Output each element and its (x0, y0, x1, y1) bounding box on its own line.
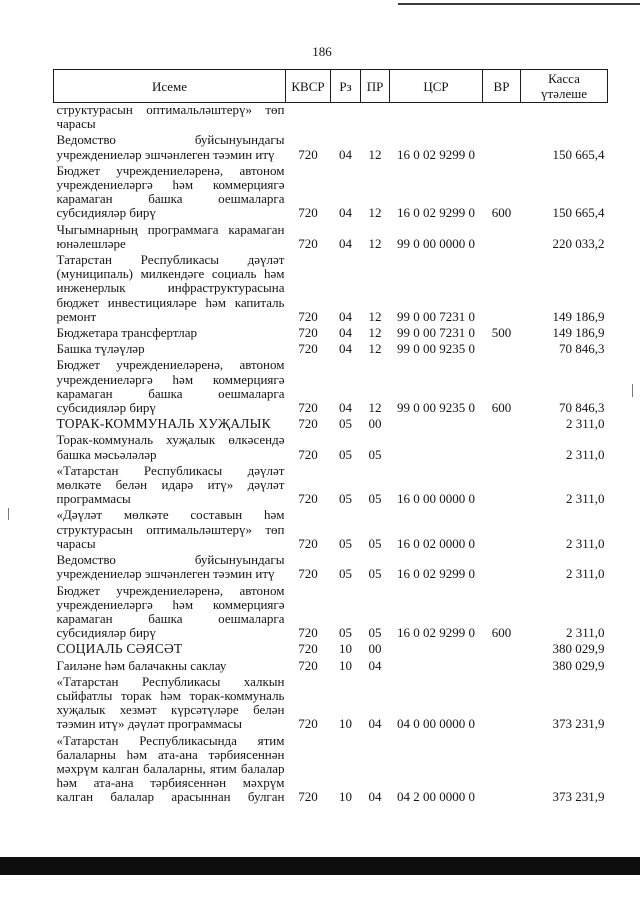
cell-vr: 600 (491, 205, 512, 221)
cell-csr: 04 0 00 0000 0 (397, 716, 475, 732)
table-row (54, 252, 608, 325)
cell-csr: 16 0 02 9299 0 (397, 566, 475, 582)
cell-csr: 16 0 02 0000 0 (397, 535, 475, 551)
header-rz: Рз (331, 70, 361, 103)
row-name (54, 325, 286, 341)
cell-amount: 70 846,3 (559, 341, 605, 357)
row-name-line: һәм ата-ана тәрбиясеннән мәхрүм (56, 775, 285, 791)
row-name-line: мөлкәте белән идарә итү» дәүләт (56, 477, 285, 493)
row-name-line: Башка түләүләр (56, 341, 145, 357)
row-name-line: инженерлык инфраструктурасына (56, 280, 285, 296)
row-name (54, 357, 286, 416)
row-name (54, 658, 286, 674)
cell-pr: 12 (368, 235, 382, 251)
row-name (54, 416, 286, 432)
cell-kvsr: 720 (298, 716, 318, 732)
cell-kvsr: 720 (298, 205, 318, 221)
row-name-line: хуҗалык хезмәт күрсәтүләре белән (56, 702, 285, 718)
cell-kvsr (286, 103, 331, 133)
cell-rz: 10 (339, 657, 352, 673)
row-name-line: «Татарстан Республикасы халкын (56, 673, 285, 689)
row-name-line: учреждениеләр эшчәнлеген тәэмин итү (56, 146, 275, 162)
cell-kvsr: 720 (298, 235, 318, 251)
cell-kvsr: 720 (298, 308, 318, 324)
table-row (54, 432, 608, 462)
header-amount (521, 70, 608, 103)
cell-amount: 220 033,2 (552, 235, 605, 251)
table-row (54, 583, 608, 642)
row-name (54, 507, 286, 552)
cell-amount: 150 665,4 (552, 146, 605, 162)
row-name-line: ТОРАК-КОММУНАЛЬ ХУҖАЛЫК (56, 416, 271, 432)
row-name (54, 641, 286, 657)
cell-pr: 12 (368, 341, 382, 357)
row-name (54, 341, 286, 357)
cell-pr (361, 103, 390, 133)
row-name-line: Гаиләне һәм балачакны саклау (56, 657, 227, 673)
row-name-line: структурасын оптимальләштерү» төп (56, 102, 285, 117)
cell-pr: 05 (368, 535, 382, 551)
table-row (54, 325, 608, 341)
cell-csr (390, 432, 483, 462)
cell-rz: 05 (339, 625, 352, 641)
cell-rz (331, 103, 361, 133)
row-name-line: карамаган башка оешмаларга (56, 385, 285, 401)
row-name-line: Татарстан Республикасы дәүләт (56, 252, 285, 268)
cell-amount: 150 665,4 (552, 205, 605, 221)
cell-vr (483, 416, 521, 432)
cell-kvsr: 720 (298, 146, 318, 162)
row-name-line: «Татарстан Республикасында ятим (56, 732, 285, 748)
cell-csr (390, 416, 483, 432)
row-name-line: СОЦИАЛЬ СӘЯСӘТ (56, 641, 183, 657)
header-amount-line1: Касса (548, 71, 580, 86)
cell-vr (483, 103, 521, 133)
cell-kvsr: 720 (298, 325, 318, 341)
table-row (54, 641, 608, 657)
cell-pr: 00 (368, 641, 382, 657)
table-row (54, 658, 608, 674)
cell-pr: 05 (368, 625, 382, 641)
cell-csr: 16 0 02 9299 0 (397, 146, 475, 162)
cell-rz: 10 (339, 641, 352, 657)
cell-kvsr: 720 (298, 535, 318, 551)
cell-amount: 2 311,0 (565, 491, 605, 507)
cell-vr (483, 641, 521, 657)
cell-amount: 2 311,0 (565, 416, 605, 432)
cell-amount: 2 311,0 (565, 566, 605, 582)
table-row (54, 222, 608, 252)
cell-pr: 04 (368, 716, 382, 732)
cell-csr: 99 0 00 9235 0 (397, 341, 475, 357)
cell-vr (483, 252, 521, 325)
row-name-line: чарасы (56, 535, 96, 551)
cell-csr (390, 641, 483, 657)
cell-rz: 10 (339, 716, 352, 732)
cell-rz: 05 (339, 416, 352, 432)
header-row (54, 70, 608, 103)
row-name-line: балаларны һәм ата-ана тәрбиясеннән (56, 746, 285, 762)
cell-pr: 12 (368, 308, 382, 324)
cell-rz: 04 (339, 146, 352, 162)
cell-kvsr: 720 (298, 416, 318, 432)
budget-table (53, 69, 608, 806)
cell-rz: 05 (339, 566, 352, 582)
row-name (54, 252, 286, 325)
row-name-line: субсидияләр бирү (56, 400, 156, 416)
row-name-line: тәэмин итү» дәүләт программасы (56, 716, 242, 732)
row-name-line: Торак-коммуналь хуҗалык өлкәсендә (56, 432, 285, 448)
row-name (54, 583, 286, 642)
cell-csr (390, 658, 483, 674)
scan-bottom-bar (0, 857, 640, 875)
cell-pr: 04 (368, 657, 382, 673)
cell-pr: 05 (368, 566, 382, 582)
cell-csr (390, 103, 483, 133)
row-name-line: сыйфатлы торак һәм торак-коммуналь (56, 687, 285, 703)
row-name (54, 552, 286, 582)
scan-mark-right (632, 384, 633, 397)
header-amount-line2: үтәлеше (541, 86, 587, 101)
cell-pr: 12 (368, 400, 382, 416)
cell-pr: 12 (368, 205, 382, 221)
cell-amount: 373 231,9 (552, 716, 605, 732)
row-name-line: Ведомство буйсынуындагы (56, 552, 285, 568)
row-name (54, 132, 286, 162)
table-row (54, 552, 608, 582)
cell-kvsr: 720 (298, 657, 318, 673)
cell-vr (483, 222, 521, 252)
cell-vr (483, 658, 521, 674)
table-header (54, 70, 608, 103)
row-name (54, 674, 286, 733)
cell-pr: 04 (368, 789, 382, 805)
page-number: 186 (312, 44, 332, 59)
header-csr: ЦСР (390, 70, 483, 103)
cell-kvsr: 720 (298, 341, 318, 357)
cell-csr: 16 0 02 9299 0 (397, 625, 475, 641)
cell-kvsr: 720 (298, 789, 318, 805)
cell-vr (483, 132, 521, 162)
cell-pr: 12 (368, 146, 382, 162)
table-row (54, 507, 608, 552)
row-name-line: программасы (56, 491, 131, 507)
row-name-line: субсидияләр бирү (56, 205, 156, 221)
cell-amount: 2 311,0 (565, 625, 605, 641)
cell-csr: 16 0 02 9299 0 (397, 205, 475, 221)
cell-amount: 373 231,9 (552, 789, 605, 805)
cell-rz: 04 (339, 341, 352, 357)
row-name-line: калган балалар арасыннан булган (56, 789, 285, 805)
cell-amount: 149 186,9 (552, 308, 605, 324)
table-row (54, 341, 608, 357)
row-name (54, 222, 286, 252)
row-name-line: Бюджет учреждениеләренә, автоном (56, 357, 285, 373)
row-name-line: чарасы (56, 116, 96, 132)
cell-vr (483, 552, 521, 582)
cell-pr: 05 (368, 491, 382, 507)
row-name-line: «Дәүләт мөлкәте составын һәм (56, 507, 285, 523)
cell-rz: 05 (339, 491, 352, 507)
row-name-line: карамаган башка оешмаларга (56, 610, 285, 626)
cell-kvsr: 720 (298, 566, 318, 582)
row-name (54, 463, 286, 508)
row-name-line: Бюджет учреждениеләренә, автоном (56, 582, 285, 598)
cell-pr: 00 (368, 416, 382, 432)
row-name (54, 733, 286, 806)
cell-amount (521, 103, 608, 133)
scan-edge-line (398, 3, 640, 5)
table-row (54, 733, 608, 806)
cell-rz: 04 (339, 235, 352, 251)
row-name-line: «Татарстан Республикасы дәүләт (56, 462, 285, 478)
header-kvsr: КВСР (286, 70, 331, 103)
row-name-line: ремонт (56, 308, 97, 324)
cell-csr: 16 0 00 0000 0 (397, 491, 475, 507)
row-name-line: структурасын оптимальләштерү» төп (56, 521, 285, 537)
row-name-line: учреждениеләргә һәм коммерциягә (56, 177, 285, 193)
cell-kvsr: 720 (298, 625, 318, 641)
row-name-line: башка мәсьәләләр (56, 446, 157, 462)
cell-amount: 149 186,9 (552, 325, 605, 341)
cell-kvsr: 720 (298, 400, 318, 416)
cell-csr: 99 0 00 0000 0 (397, 235, 475, 251)
cell-rz: 05 (339, 535, 352, 551)
header-pr: ПР (361, 70, 390, 103)
table-row (54, 103, 608, 133)
table-row (54, 132, 608, 162)
cell-vr (483, 432, 521, 462)
table-body (54, 103, 608, 806)
cell-amount: 2 311,0 (565, 535, 605, 551)
row-name-line: учреждениеләргә һәм коммерциягә (56, 596, 285, 612)
row-name (54, 103, 286, 133)
cell-vr: 500 (491, 325, 512, 341)
cell-amount: 70 846,3 (559, 400, 605, 416)
cell-rz: 05 (339, 446, 352, 462)
cell-csr: 04 2 00 0000 0 (397, 789, 475, 805)
cell-vr (483, 674, 521, 733)
cell-vr (483, 463, 521, 508)
row-name-line: учреждениеләргә һәм коммерциягә (56, 371, 285, 387)
row-name-line: субсидияләр бирү (56, 625, 156, 641)
cell-amount: 380 029,9 (552, 641, 605, 657)
cell-csr: 99 0 00 7231 0 (397, 325, 475, 341)
header-vr: ВР (483, 70, 521, 103)
row-name-line: Чыгымнарның программага карамаган (56, 221, 285, 237)
cell-vr: 600 (491, 625, 512, 641)
cell-csr: 99 0 00 7231 0 (397, 308, 475, 324)
cell-rz: 04 (339, 325, 352, 341)
cell-amount: 380 029,9 (552, 657, 605, 673)
row-name-line: (муниципаль) милкендәге социаль һәм (56, 266, 285, 282)
cell-vr (483, 733, 521, 806)
table-row (54, 163, 608, 222)
header-name: Исеме (54, 70, 286, 103)
row-name-line: Бюджетара трансфертлар (56, 325, 197, 341)
cell-kvsr: 720 (298, 491, 318, 507)
cell-pr: 05 (368, 446, 382, 462)
row-name-line: Бюджет учреждениеләренә, автоном (56, 162, 285, 178)
table-row (54, 357, 608, 416)
cell-vr (483, 341, 521, 357)
cell-kvsr: 720 (298, 446, 318, 462)
row-name-line: юнәлешләре (56, 235, 126, 251)
cell-rz: 04 (339, 205, 352, 221)
cell-rz: 04 (339, 308, 352, 324)
cell-csr: 99 0 00 9235 0 (397, 400, 475, 416)
cell-rz: 10 (339, 789, 352, 805)
row-name-line: карамаган башка оешмаларга (56, 191, 285, 207)
cell-vr (483, 507, 521, 552)
cell-amount: 2 311,0 (565, 446, 605, 462)
row-name-line: учреждениеләр эшчәнлеген тәэмин итү (56, 566, 275, 582)
cell-pr: 12 (368, 325, 382, 341)
table-row (54, 416, 608, 432)
row-name-line: бюджет инвестицияләре һәм капиталь (56, 294, 285, 310)
cell-vr: 600 (491, 400, 512, 416)
row-name (54, 432, 286, 462)
table-row (54, 463, 608, 508)
table-row (54, 674, 608, 733)
cell-rz: 04 (339, 400, 352, 416)
row-name-line: мәхрүм калган балаларны, ятим балалар (56, 760, 285, 776)
cell-kvsr: 720 (298, 641, 318, 657)
row-name (54, 163, 286, 222)
scan-mark-left (8, 508, 9, 520)
row-name-line: Ведомство буйсынуындагы (56, 132, 285, 148)
